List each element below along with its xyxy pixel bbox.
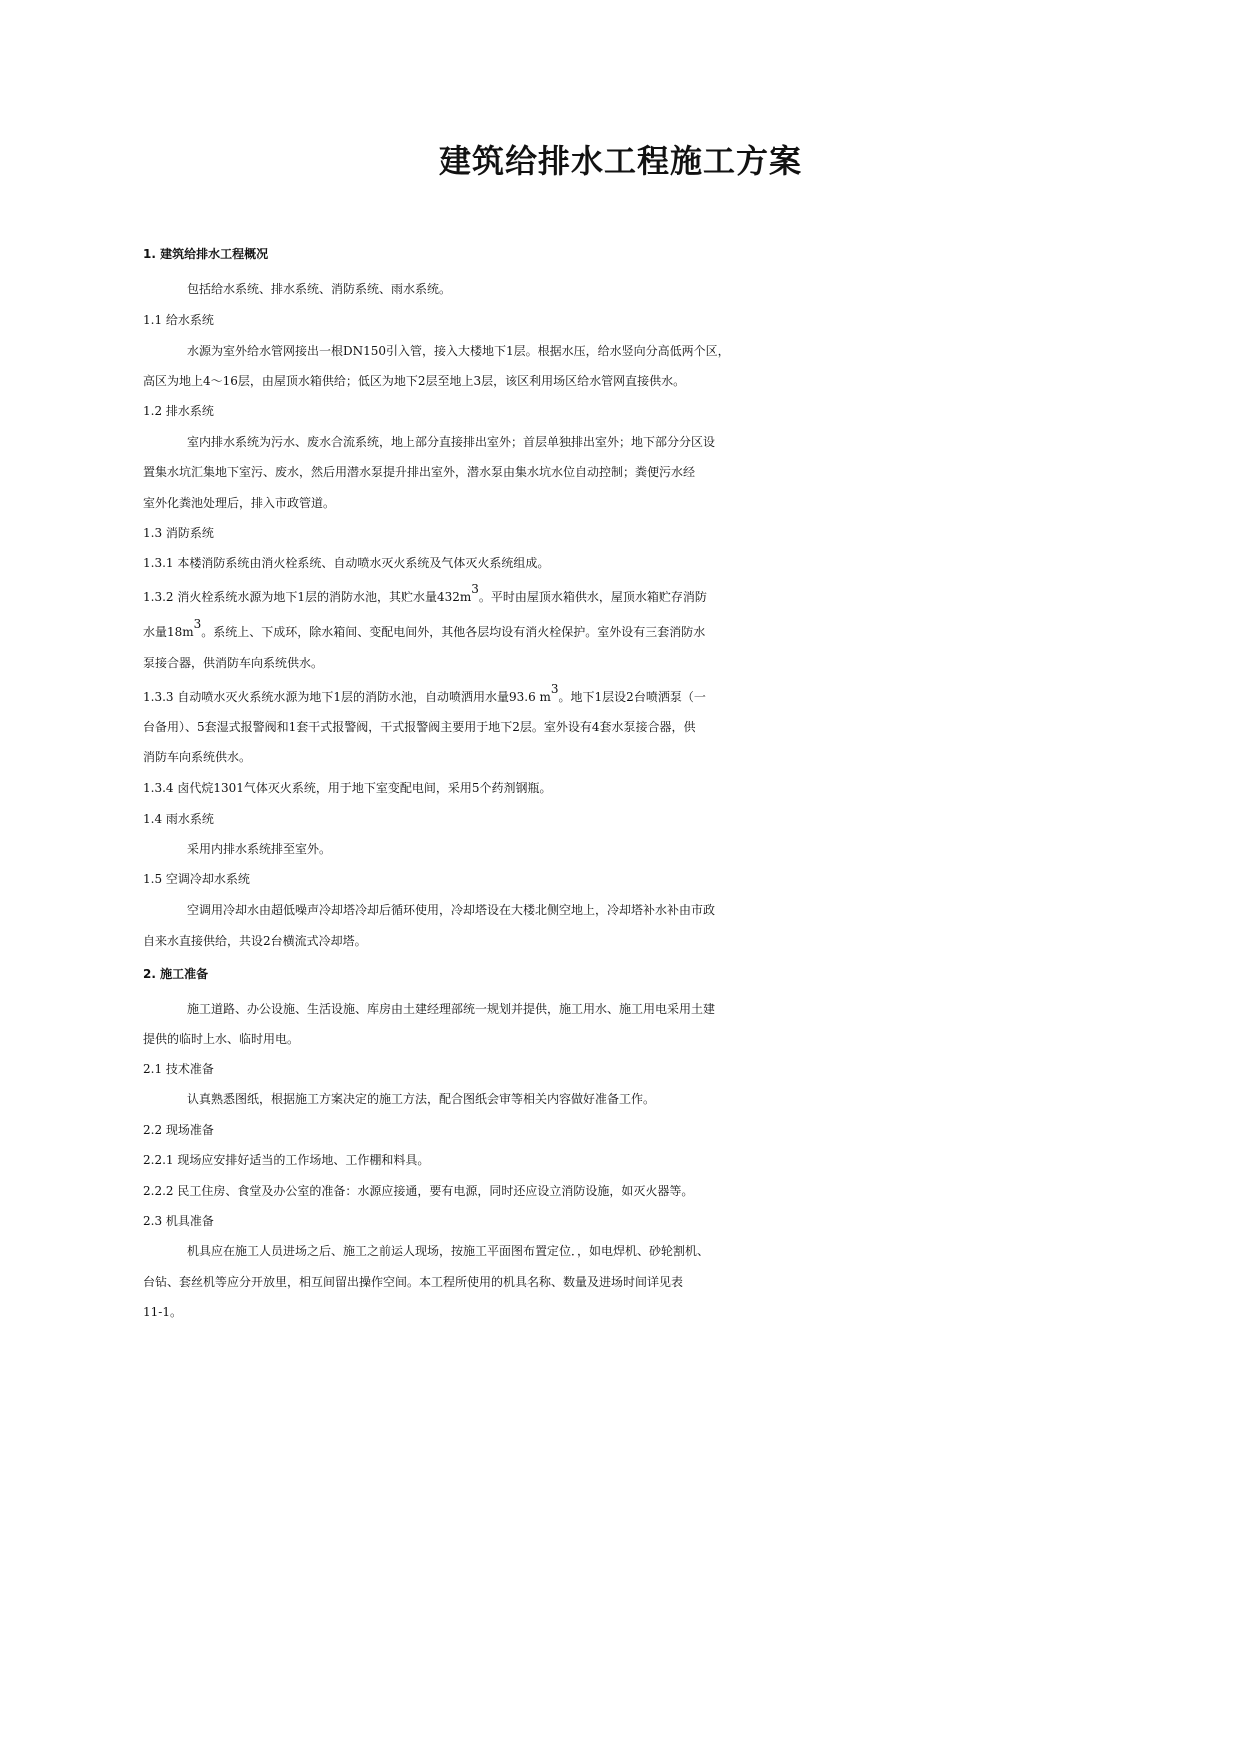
- paragraph-line: 提供的临时上水、临时用电。: [143, 1032, 300, 1046]
- paragraph-line: 1.3.1 本楼消防系统由消火栓系统、自动喷水灭火系统及气体灭火系统组成。: [143, 556, 550, 570]
- paragraph-line: 1.3.4 卤代烷1301气体灭火系统，用于地下室变配电间，采用5个药剂钢瓶。: [143, 781, 552, 795]
- text-run: 水量18m: [143, 625, 194, 639]
- text-run: 。平时由屋顶水箱供水，屋顶水箱贮存消防: [478, 590, 707, 604]
- paragraph-line: 2.2.1 现场应安排好适当的工作场地、工作棚和料具。: [143, 1153, 430, 1167]
- document-title: 建筑给排水工程施工方案: [438, 142, 802, 180]
- paragraph-line: 自来水直接供给，共设2台横流式冷却塔。: [143, 934, 367, 948]
- paragraph-line: 高区为地上4～16层，由屋顶水箱供给；低区为地下2层至地上3层，该区利用场区给水管网直接供水。: [143, 374, 686, 388]
- paragraph-line: 空调用冷却水由超低噪声冷却塔冷却后循环使用，冷却塔设在大楼北侧空地上，冷却塔补水补由市政: [187, 903, 716, 917]
- paragraph: 采用内排水系统排至室外。: [187, 842, 332, 856]
- subsection-heading: 1.3 消防系统: [143, 526, 214, 540]
- subsection-heading: 2.3 机具准备: [143, 1214, 214, 1228]
- paragraph-line: [143, 619, 1153, 645]
- section-heading-2: 2. 施工准备: [143, 967, 209, 981]
- paragraph-line: 泵接合器，供消防车向系统供水。: [143, 656, 324, 670]
- paragraph-line: 置集水坑汇集地下室污、废水，然后用潜水泵提升排出室外，潜水泵由集水坑水位自动控制；粪便污水经: [143, 465, 696, 479]
- paragraph-line: [143, 584, 1153, 610]
- paragraph-line: 消防车向系统供水。: [143, 750, 252, 764]
- paragraph-line: 水源为室外给水管网接出一根DN150引入管，接入大楼地下1层。根据水压，给水竖向分高低两个区，: [187, 344, 730, 358]
- subsection-heading: 1.2 排水系统: [143, 404, 214, 418]
- paragraph-line: 室内排水系统为污水、废水合流系统，地上部分直接排出室外；首层单独排出室外；地下部分分区设: [187, 435, 716, 449]
- paragraph: 认真熟悉图纸，根据施工方案决定的施工方法，配合图纸会审等相关内容做好准备工作。: [187, 1092, 656, 1106]
- text-run: 。地下1层设2台喷洒泵（一: [558, 690, 706, 704]
- subsection-heading: 1.5 空调冷却水系统: [143, 872, 250, 886]
- subsection-heading: 1.4 雨水系统: [143, 812, 214, 826]
- subsection-heading: 1.1 给水系统: [143, 313, 214, 327]
- paragraph-line: 施工道路、办公设施、生活设施、库房由土建经理部统一规划并提供，施工用水、施工用电采用土建: [187, 1002, 716, 1016]
- text-run: 1.3.3 自动喷水灭火系统水源为地下1层的消防水池，自动喷洒用水量93.6 m: [143, 690, 551, 704]
- subsection-heading: 2.2 现场准备: [143, 1123, 214, 1137]
- section-heading-1: 1. 建筑给排水工程概况: [143, 247, 269, 261]
- subsection-heading: 2.1 技术准备: [143, 1062, 214, 1076]
- paragraph: 包括给水系统、排水系统、消防系统、雨水系统。: [187, 282, 452, 296]
- paragraph-line: 台钻、套丝机等应分开放里，相互间留出操作空间。本工程所使用的机具名称、数量及进场时间详见表: [143, 1275, 684, 1289]
- paragraph-line: 2.2.2 民工住房、食堂及办公室的准备：水源应接通，要有电源，同时还应设立消防设施，如灭火器等。: [143, 1184, 694, 1198]
- superscript: 3: [193, 617, 202, 631]
- paragraph-line: 11-1。: [143, 1305, 182, 1319]
- superscript: 3: [550, 682, 559, 696]
- text-run: 。系统上、下成环，除水箱间、变配电间外，其他各层均设有消火栓保护。室外设有三套消防水: [201, 625, 706, 639]
- paragraph-line: 台备用）、5套湿式报警阀和1套干式报警阀，干式报警阀主要用于地下2层。室外设有4套水泵接合器，供: [143, 720, 696, 734]
- superscript: 3: [471, 582, 479, 596]
- paragraph-line: 机具应在施工人员进场之后、施工之前运人现场，按施工平面图布置定位．，如电焊机、砂轮割机、: [187, 1244, 710, 1258]
- paragraph-line: 室外化粪池处理后，排入市政管道。: [143, 496, 336, 510]
- paragraph-line: [143, 684, 1153, 710]
- text-run: 1.3.2 消火栓系统水源为地下1层的消防水池，其贮水量432m: [143, 590, 472, 604]
